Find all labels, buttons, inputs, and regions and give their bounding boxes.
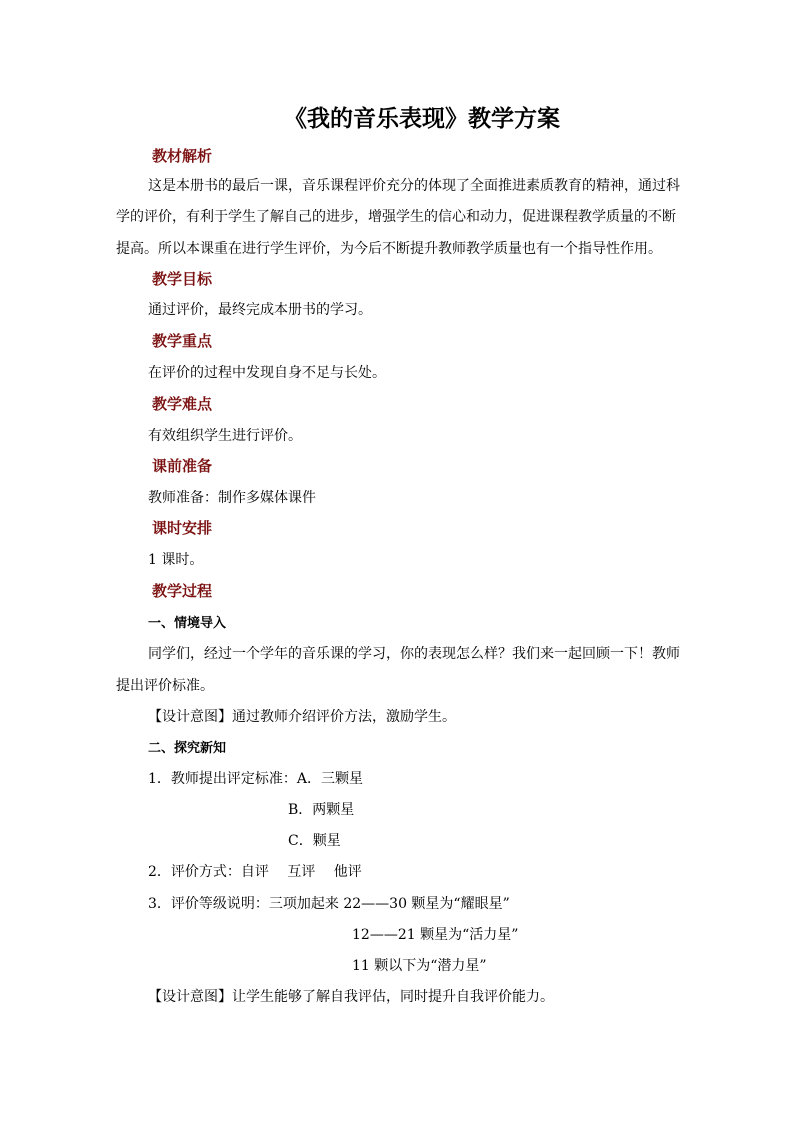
part2-item-3b: 12——21 颗星为“活力星” [352, 927, 519, 943]
part1-line-1: 同学们，经过一个学年的音乐课的学习，你的表现怎么样？我们来一起回顾一下！教师 [148, 646, 680, 662]
analysis-line-3: 提高。所以本课重在进行学生评价，为今后不断提升教师教学质量也有一个指导性作用。 [116, 241, 662, 257]
part1-intent: 【设计意图】通过教师介绍评价方法，激励学生。 [148, 709, 456, 725]
part2-intent: 【设计意图】让学生能够了解自我评估，同时提升自我评价能力。 [148, 989, 554, 1005]
heading-schedule: 课时安排 [152, 519, 213, 537]
analysis-line-1: 这是本册书的最后一课，音乐课程评价充分的体现了全面推进素质教育的精神，通过科 [148, 178, 680, 194]
heading-prep: 课前准备 [152, 457, 213, 475]
goal-text: 通过评价，最终完成本册书的学习。 [148, 302, 372, 318]
part2-item-1: 1．教师提出评定标准：A．三颗星 [148, 771, 364, 787]
schedule-text: 1 课时。 [148, 552, 204, 568]
part2-item-3c: 11 颗以下为“潜力星” [352, 958, 487, 974]
analysis-line-2: 学的评价，有利于学生了解自己的进步，增强学生的信心和动力，促进课程教学质量的不断 [116, 209, 676, 225]
part2-item-1c: C．颗星 [288, 833, 341, 849]
part2-item-2: 2．评价方式：自评 互评 他评 [148, 864, 362, 880]
heading-process: 教学过程 [152, 582, 213, 600]
focus-text: 在评价的过程中发现自身不足与长处。 [148, 365, 386, 381]
difficulty-text: 有效组织学生进行评价。 [148, 428, 302, 444]
heading-focus: 教学重点 [152, 332, 213, 350]
prep-text: 教师准备：制作多媒体课件 [148, 490, 316, 506]
part2-item-3: 3．评价等级说明：三项加起来 22——30 颗星为“耀眼星” [148, 896, 510, 912]
part1-line-2: 提出评价标准。 [116, 678, 214, 694]
page-title: 《我的音乐表现》教学方案 [284, 105, 560, 132]
part1-title: 一、情境导入 [148, 616, 227, 631]
part2-item-1b: B．两颗星 [288, 802, 355, 818]
heading-analysis: 教材解析 [152, 147, 213, 165]
heading-difficulty: 教学难点 [152, 395, 213, 413]
part2-title: 二、探究新知 [148, 741, 227, 756]
heading-goal: 教学目标 [152, 270, 213, 288]
